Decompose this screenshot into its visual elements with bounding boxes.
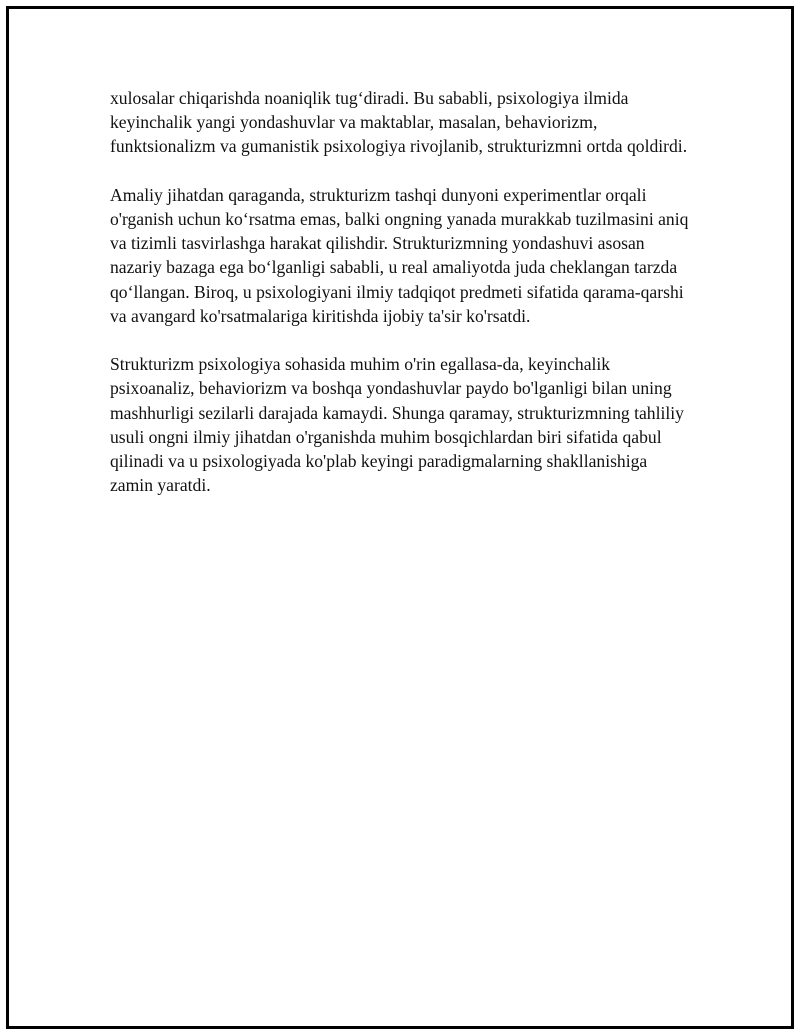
document-body bbox=[110, 86, 690, 522]
paragraph-3: Strukturizm psixologiya sohasida muhim o'rin egallasa-da, keyinchalik psixoanaliz, behaviorizm va boshqa yondashuvlar paydo bo'lganligi bilan uning mashhurligi sezilarli darajada kamaydi. Shunga qaramay, strukturizmning tahliliy usuli ongni ilmiy jihatdan o'rganishda muhim bosqichlardan biri sifatida qabul qilinadi va u psixologiyada ko'plab keyingi paradigmalarning shakllanishiga zamin yaratdi. bbox=[110, 354, 684, 496]
paragraph-1: xulosalar chiqarishda noaniqlik tug‘diradi. Bu sababli, psixologiya ilmida keyinchalik yangi yondashuvlar va maktablar, masalan, behaviorizm, funktsionalizm va gumanistik psixologiya rivojlanib, strukturizmni ortda qoldirdi. bbox=[110, 88, 688, 157]
paragraph-2: Amaliy jihatdan qaraganda, strukturizm tashqi dunyoni experimentlar orqali o'rganish uchun ko‘rsatma emas, balki ongning yanada murakkab tuzilmasini aniq va tizimli tasvirlashga harakat qilishdir. Strukturizmning yondashuvi asosan nazariy bazaga ega bo‘lganligi sababli, u real amaliyotda juda cheklangan tarzda qo‘llangan. Biroq, u psixologiyani ilmiy tadqiqot predmeti sifatida qarama-qarshi va avangard ko'rsatmalariga kiritishda ijobiy ta'sir ko'rsatdi. bbox=[110, 184, 689, 326]
